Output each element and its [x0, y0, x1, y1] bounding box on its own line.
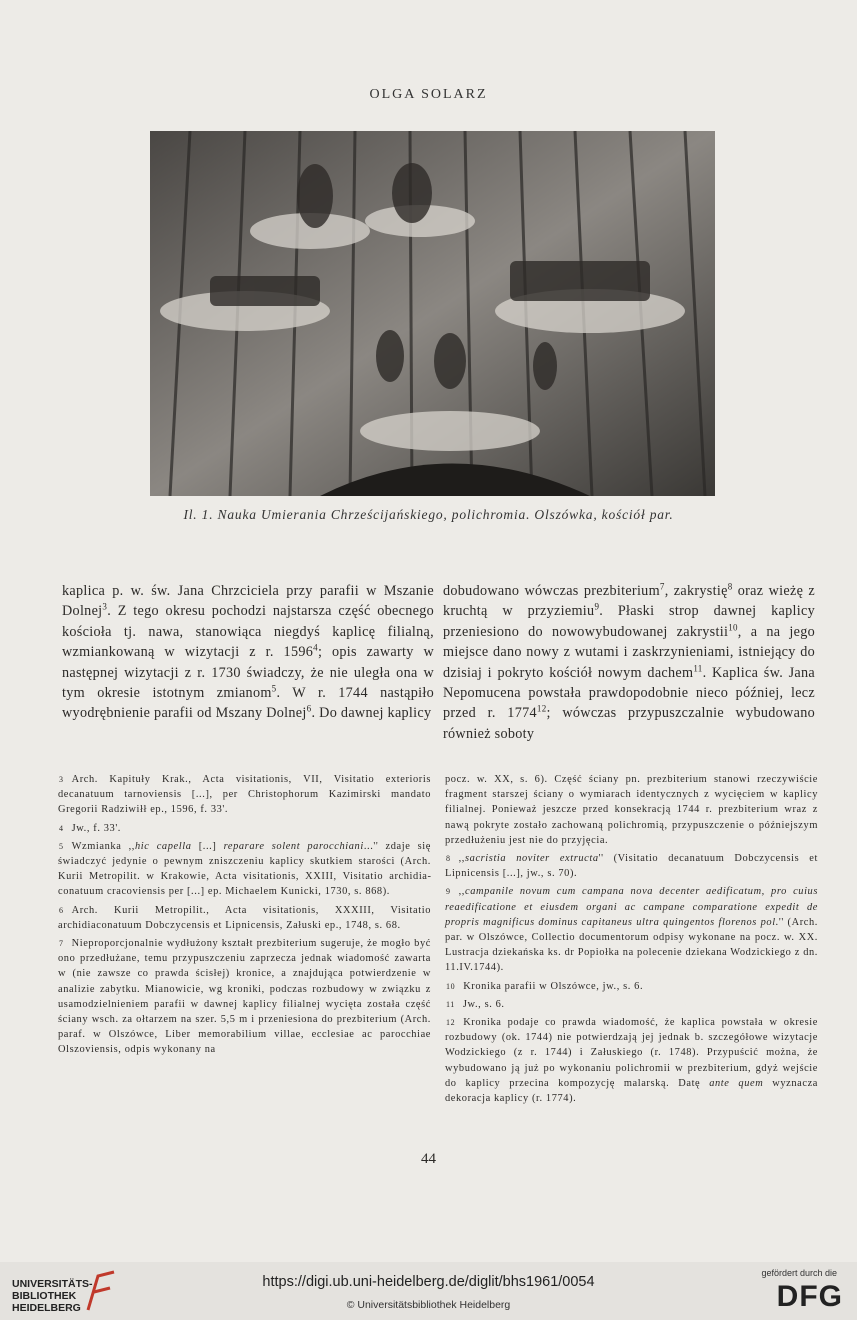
funder-note: gefördert durch die	[761, 1268, 837, 1278]
polychrome-photo	[150, 131, 715, 496]
footnote-text: Arch. Kapituły Krak., Acta visitationis, VII, Visitatio exterioris decanatuum tarnoviensis [...], per Christophorum Kazimirski mandato Gregorii Radziwiłł ep., 1596, f. 33'.	[58, 774, 431, 816]
footnote-number: 7	[59, 939, 64, 949]
footnote-text: ,,sacristia noviter extructa'' (Visitatio decanatuum Dobczycensis et Lipnicensis [...], jw., s. 70).	[445, 853, 818, 880]
footnote-number: 5	[59, 841, 64, 851]
footnote-text: Kronika parafii w Olszówce, jw., s. 6.	[463, 980, 644, 992]
footnote-text: Jw., s. 6.	[462, 998, 505, 1010]
footnote-3	[58, 772, 431, 818]
running-header: OLGA SOLARZ	[369, 87, 488, 102]
footnote-6	[58, 903, 431, 933]
footnote-text: Arch. Kurii Metropilit., Acta visitationis, XXXIII, Visitatio archidiaconatuum Dobczycensis et Lipnicensis, Załuski ep., 1748, s. 68.	[58, 904, 431, 931]
footnote-number: 11	[446, 999, 455, 1009]
footnote-5	[58, 839, 431, 900]
footnote-text: Nieproporcjonalnie wydłużony kształt prezbiterium sugeruje, że mogło być ono przedłużane, temu przypuszczeniu zaprzecza jednak wiadomość zawarta w (nie zawsze co prawda ścisłej) kronice, a znajdująca potwierdzenie w analizie zabytku. Mianowicie, wg kroniki, podczas rozbudowy w związku z usamodzielnieniem parafii w dawnej kaplicy filialnej wycięta została część ściany wsch. za ołtarzem na szer. 5,5 m i przeniesiona do prezbiterium (Arch. paraf. w Olszówce, Liber memorabilium villae, ecclesiae ac parocchiae Olszoviensis, odpis wykonany na	[58, 938, 431, 1056]
library-logo-text[interactable]: UNIVERSITÄTS- BIBLIOTHEK HEIDELBERG	[12, 1278, 93, 1314]
footnote-12	[445, 1015, 818, 1106]
footnote-text: Wzmianka ,,hic capella [...] reparare solent parocchiani...'' zdaje się świadczyć jedynie o pewnym zniszczeniu kaplicy skutkiem starości (Arch. Kurii Metropilit. w Krakowie, Acta visitationis, XXIII, Visitatio archidiaconatuum cracoviensis per [...] ep. Michaelem Kunicki, 1730, s. 868).	[58, 840, 431, 898]
footnote-8	[445, 851, 818, 881]
footnote-number: 10	[446, 981, 456, 991]
footnote-7-continuation: pocz. w. XX, s. 6). Część ściany pn. prezbiterium stanowi rzeczywiście fragment starszej ściany o wymiarach identycznych z wycięciem w kaplicy filialnej. Ponieważ jeszcze przed konsekracją 1744 r. prezbiterium wraz z nawą pokryte zostało zachowaną polichromią, przypuszczenie o późniejszym przedłużeniu jest nie do przyjęcia.	[445, 774, 818, 846]
body-text-left: kaplica p. w. św. Jana Chrzciciela przy parafii w Mszanie Dolnej$^3$. Z tego okresu pochodzi najstarsza część obecnego kościoła tj. nawa, stanowiąca niegdyś kaplicę filialną, wzmiankowaną w wizytacji z r. 1596$^4$; opis zawarty w następnej wizytacji z r. 1730 świadczy, że nie uległa ona w tym okresie istotnym zmianom$^5$. W r. 1744 nastąpiło wyodrębnienie parafii od Mszany Dolnej$^6$. Do dawnej kaplicy	[62, 583, 434, 722]
figure-caption: Il. 1. Nauka Umierania Chrześcijańskiego, polichromia. Olszówka, kościół par.	[183, 507, 674, 522]
footnote-number: 3	[59, 775, 64, 784]
page-number: 44	[421, 1151, 436, 1167]
footnote-number: 4	[59, 823, 64, 833]
footnote-9	[445, 884, 818, 975]
footnote-text: Kronika podaje co prawda wiadomość, że kaplica powstała w okresie rozbudowy (ok. 1744) nie potwierdzają jej jednak b. szczegółowe wizytacje Wodzickiego (z r. 1744) i Załuskiego (r. 1748). Przypuścić można, że wybudowano ją już po wykonaniu polichromii w prezbiterium, gdyż wejście do kaplicy przecina kompozycję malarską. Datę ante quem wyznacza dekoracja kaplicy (r. 1774).	[445, 1017, 819, 1105]
footnote-text: ,,campanile novum cum campana nova decenter aedificatum, pro cuius reaedificatione et eiusdem organi ac campane comparatione expedit de propris magnificus dominus capitaneus ultra quingentos florenos pol.'' (Arch. par. w Olszówce, Collectio documentorum odpisy wykonane na pocz. w. XX. Lustracja dziekańska ks. dr Popiołka na polecenie dziekana Wodzickiego z dn. 11.IV.1744).	[445, 886, 818, 974]
footnotes-right	[445, 772, 818, 1109]
footnote-11	[445, 997, 818, 1012]
footnote-7	[58, 936, 431, 1058]
copyright-notice: © Universitätsbibliothek Heidelberg	[346, 1299, 511, 1311]
footnote-number: 9	[446, 887, 451, 897]
viewer-footer	[0, 1262, 857, 1320]
footnotes-left	[58, 772, 431, 1061]
dfg-logo[interactable]: DFG	[776, 1280, 843, 1313]
footnote-number: 6	[59, 905, 64, 915]
permalink-url[interactable]: https://digi.ub.uni-heidelberg.de/diglit/bhs1961/0054	[262, 1274, 595, 1290]
footnote-number: 12	[446, 1018, 456, 1028]
footnote-text: Jw., f. 33'.	[71, 822, 121, 834]
footnote-number: 8	[446, 854, 451, 864]
body-text-right: dobudowano wówczas prezbiterium$^7$, zakrystię$^8$ oraz wieżę z kruchtą w przyziemiu$^9$. Płaski strop dawnej kaplicy przeniesiono do nowowybudowanej zakrystii$^{10}$, a na jego miejsce dano nowy z wutami i zaskrzynieniami, istniejący do dzisiaj i pokryto kościół nowym dachem$^{11}$. Kaplica św. Jana Nepomucena powstała prawdopodobnie nieco później, lecz przed r. 1774$^{12}$; wówczas przypuszczalnie wybudowano również soboty	[443, 581, 815, 742]
footnote-4	[58, 821, 431, 836]
footnote-10	[445, 979, 818, 994]
